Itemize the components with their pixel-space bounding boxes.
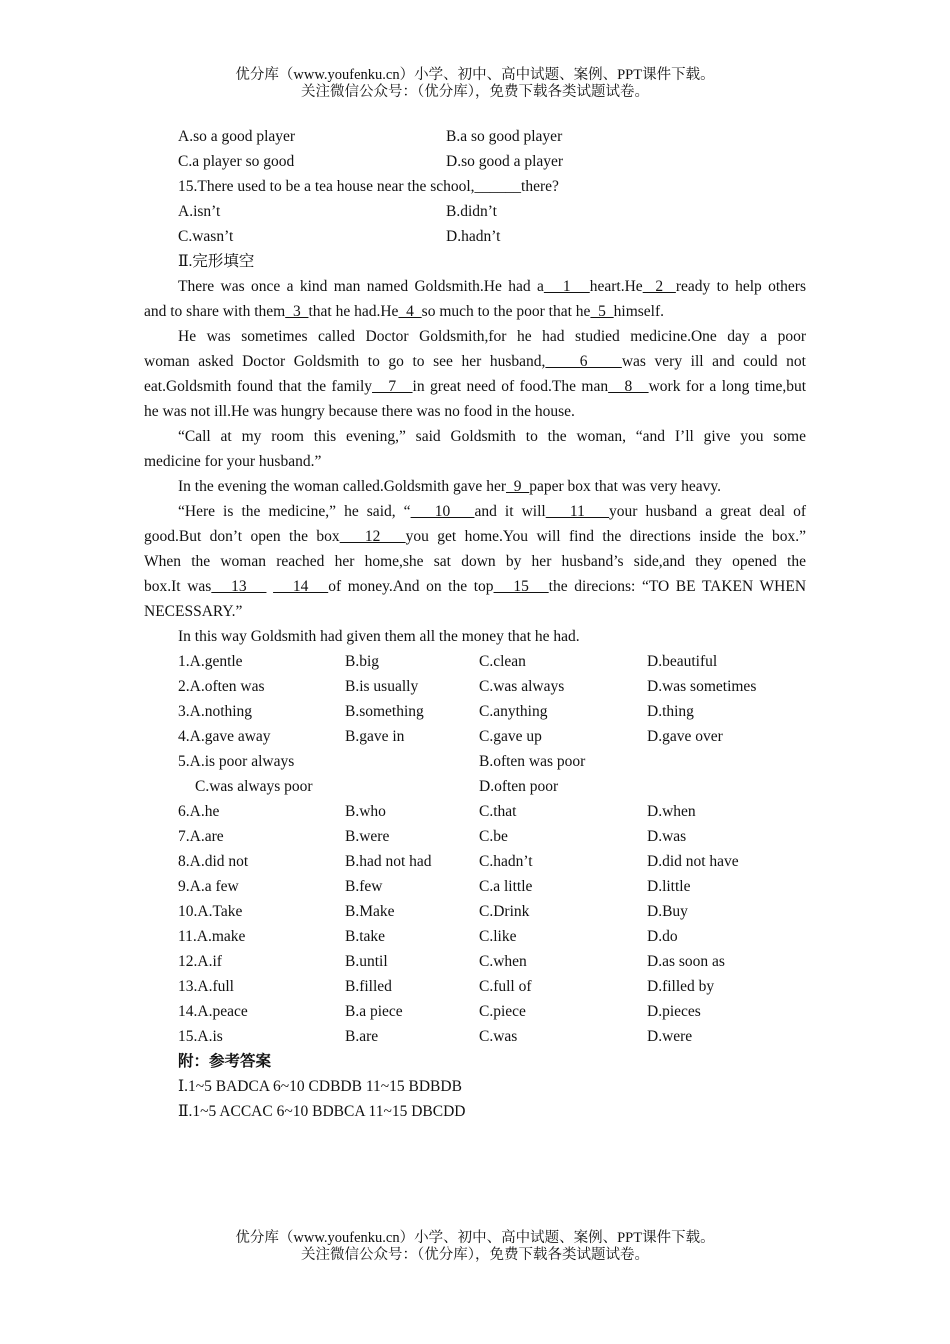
section-2-title: Ⅱ.完形填空 xyxy=(178,253,255,270)
blank-6: 6 xyxy=(545,353,622,370)
blank-2: 2 xyxy=(642,278,676,295)
passage-line: “Call at my room this evening,” said Goldsmith to the woman, “and I’ll give you some xyxy=(178,428,806,445)
blank-1: 1 xyxy=(543,278,590,295)
passage-line: and to share with them 3 that he had.He 4 so much to the poor that he 5 himself. xyxy=(144,303,665,320)
option-b: B.didn’t xyxy=(446,203,497,220)
passage-line: He was sometimes called Doctor Goldsmith,for he had studied medicine.One day a poor xyxy=(178,328,806,345)
blank-8: 8 xyxy=(608,378,649,395)
option-row xyxy=(144,199,806,224)
passage-line: box.It was 13 14 of money.And on the top 15 the direcions: “TO BE TAKEN WHEN xyxy=(144,578,807,595)
blank-10: 10 xyxy=(410,503,475,520)
option-b: B.a so good player xyxy=(446,128,563,145)
blank-14: 14 xyxy=(273,578,329,595)
option-a: A.isn’t xyxy=(178,203,221,220)
option-row: 7.A.are B.were C.be D.was xyxy=(178,828,687,845)
passage-line: woman asked Doctor Goldsmith to go to see her husband, 6 was very ill and could not xyxy=(144,353,806,370)
footer-line-1: 优分库（www.youfenku.cn）小学、初中、高中试题、案例、PPT课件下载。 xyxy=(235,1230,715,1246)
option-row: 8.A.did not B.had not had C.hadn’t D.did not have xyxy=(178,853,739,870)
blank-12: 12 xyxy=(339,528,406,545)
question-15-stem: 15.There used to be a tea house near the school,______there? xyxy=(178,178,559,195)
option-d: D.so good a player xyxy=(446,153,564,170)
option-row: 15.A.is B.are C.was D.were xyxy=(178,1028,693,1045)
passage-line: he was not ill.He was hungry because there was no food in the house. xyxy=(144,403,575,420)
header-line-1: 优分库（www.youfenku.cn）小学、初中、高中试题、案例、PPT课件下载。 xyxy=(235,67,715,83)
blank-11: 11 xyxy=(545,503,610,520)
answers-part-1: Ⅰ.1~5 BADCA 6~10 CDBDB 11~15 BDBDB xyxy=(178,1078,462,1095)
option-row: 4.A.gave away B.gave in C.gave up D.gave over xyxy=(178,728,723,745)
option-row xyxy=(144,149,806,174)
blank-9: 9 xyxy=(505,478,530,495)
passage-line: NECESSARY.” xyxy=(144,603,243,620)
option-a: A.so a good player xyxy=(178,128,296,145)
blank-5: 5 xyxy=(590,303,614,320)
answers-title: 附：参考答案 xyxy=(178,1053,272,1070)
option-row xyxy=(144,224,806,249)
passage-line: eat.Goldsmith found that the family 7 in great need of food.The man 8 work for a long time,but xyxy=(144,378,807,395)
option-c: C.wasn’t xyxy=(178,228,234,245)
option-c: C.a player so good xyxy=(178,153,295,170)
option-row: 13.A.full B.filled C.full of D.filled by xyxy=(178,978,715,995)
passage-line: In the evening the woman called.Goldsmith gave her 9 paper box that was very heavy. xyxy=(178,478,722,495)
option-row: 1.A.gentle B.big C.clean D.beautiful xyxy=(178,653,718,670)
answers-part-2: Ⅱ.1~5 ACCAC 6~10 BDBCA 11~15 DBCDD xyxy=(178,1103,466,1120)
passage-line: There was once a kind man named Goldsmith.He had a 1 heart.He 2 ready to help others xyxy=(178,278,806,295)
blank-4: 4 xyxy=(398,303,422,320)
document-body xyxy=(144,124,806,1124)
option-row: 5.A.is poor always B.often was poor xyxy=(178,753,586,770)
blank-13: 13 xyxy=(211,578,267,595)
passage-line: medicine for your husband.” xyxy=(144,453,322,470)
page-header xyxy=(0,67,950,101)
header-line-2: 关注微信公众号：（优分库），免费下载各类试题试卷。 xyxy=(301,84,649,100)
passage-line: When the woman reached her home,she sat down by her husband’s side,and they opened the xyxy=(144,553,806,570)
passage-line: In this way Goldsmith had given them all the money that he had. xyxy=(178,628,580,645)
blank-3: 3 xyxy=(285,303,309,320)
blank-15: 15 xyxy=(493,578,549,595)
passage-line: “Here is the medicine,” he said, “ 10 and it will 11 your husband a great deal of xyxy=(178,503,806,520)
option-row: 10.A.Take B.Make C.Drink D.Buy xyxy=(178,903,688,920)
option-d: D.hadn’t xyxy=(446,228,501,245)
option-row: 14.A.peace B.a piece C.piece D.pieces xyxy=(178,1003,701,1020)
option-row: C.was always poor D.often poor xyxy=(195,778,559,795)
blank-7: 7 xyxy=(372,378,413,395)
option-row: 6.A.he B.who C.that D.when xyxy=(178,803,696,820)
option-row: 12.A.if B.until C.when D.as soon as xyxy=(178,953,725,970)
page-footer xyxy=(0,1230,950,1264)
option-row: 9.A.a few B.few C.a little D.little xyxy=(178,878,691,895)
option-row: 11.A.make B.take C.like D.do xyxy=(178,928,678,945)
option-row: 3.A.nothing B.something C.anything D.thing xyxy=(178,703,694,720)
option-row xyxy=(144,124,806,149)
option-row: 2.A.often was B.is usually C.was always D.was sometimes xyxy=(178,678,757,695)
passage-line: good.But don’t open the box 12 you get home.You will find the directions inside the box.” xyxy=(144,528,806,545)
footer-line-2: 关注微信公众号：（优分库），免费下载各类试题试卷。 xyxy=(301,1247,649,1263)
